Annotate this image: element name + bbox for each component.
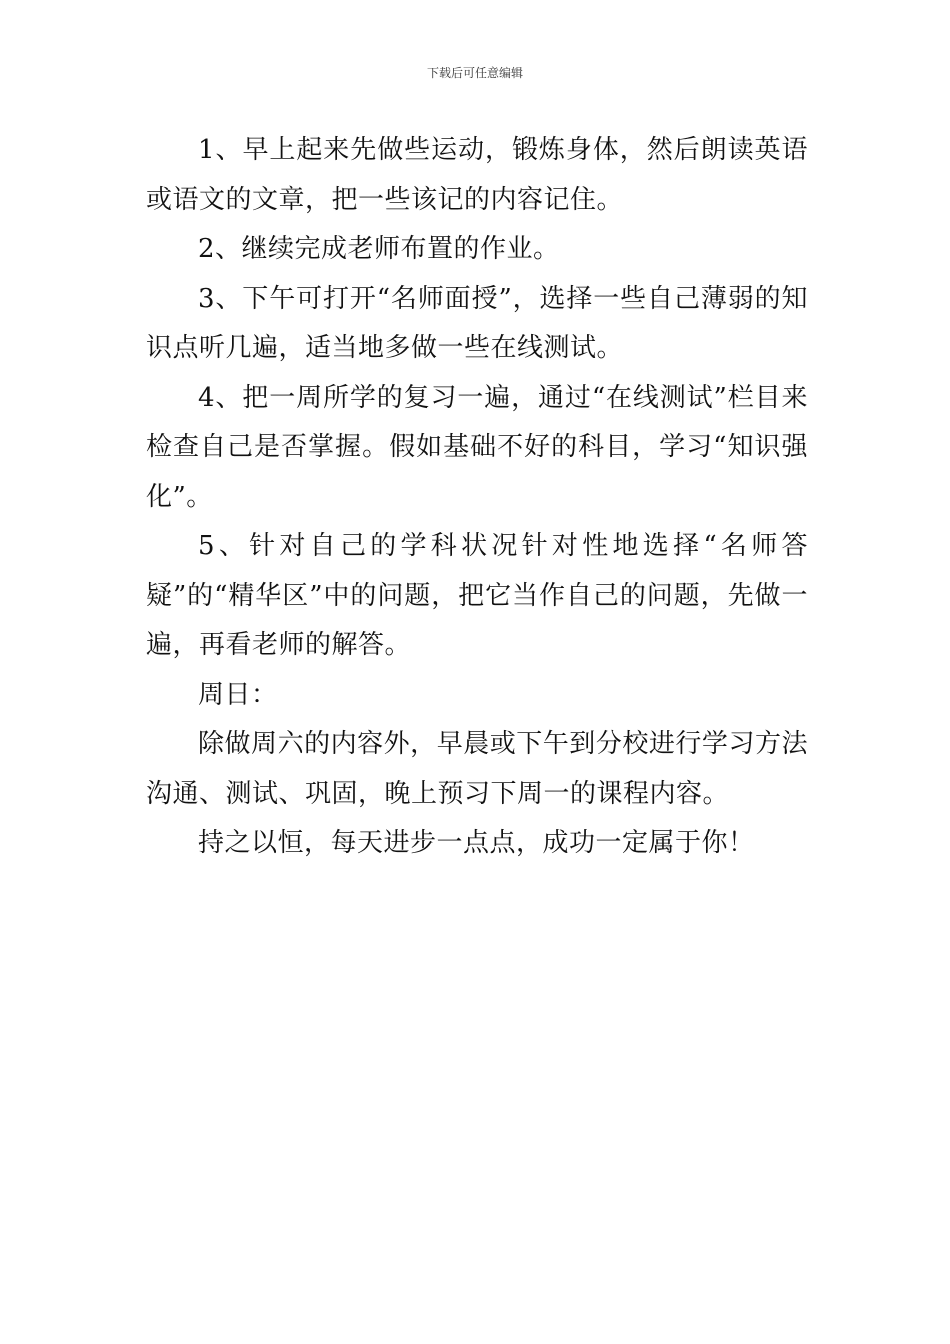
sunday-paragraph: 除做周六的内容外，早晨或下午到分校进行学习方法沟通、测试、巩固，晚上预习下周一的课程内容。 xyxy=(146,729,808,809)
paragraph-3: 3、下午可打开“名师面授”，选择一些自己薄弱的知识点听几遍，适当地多做一些在线测试。 xyxy=(146,283,808,363)
paragraph-2: 2、继续完成老师布置的作业。 xyxy=(198,234,560,264)
closing-paragraph: 持之以恒，每天进步一点点，成功一定属于你！ xyxy=(198,828,755,858)
sunday-heading: 周日： xyxy=(198,679,278,710)
page-header: 下载后可任意编辑 xyxy=(426,66,523,80)
paragraph-4: 4、把一周所学的复习一遍，通过“在线测试”栏目来检查自己是否掌握。假如基础不好的科目，学习“知识强化”。 xyxy=(146,382,808,512)
document-body xyxy=(146,126,808,869)
paragraph-5: 5、针对自己的学科状况针对性地选择“名师答疑”的“精华区”中的问题，把它当作自己的问题，先做一遍，再看老师的解答。 xyxy=(146,531,808,660)
paragraph-1: 1、早上起来先做些运动，锻炼身体，然后朗读英语或语文的文章，把一些该记的内容记住。 xyxy=(146,135,808,215)
